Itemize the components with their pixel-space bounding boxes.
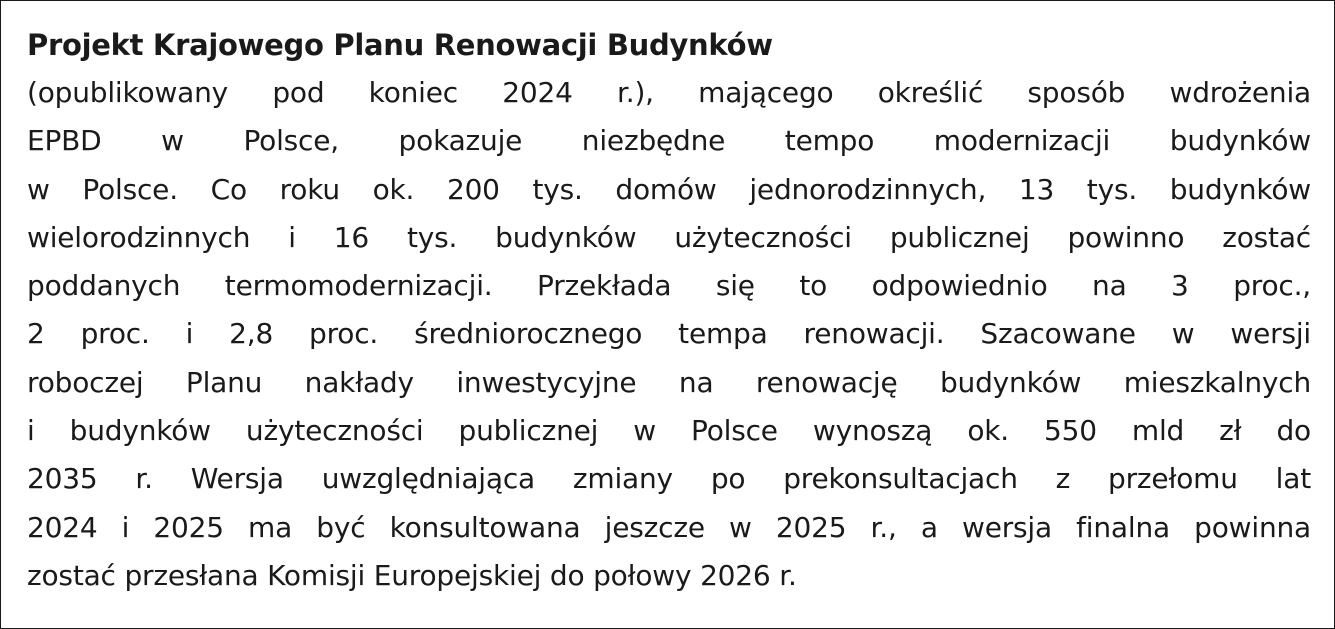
- body-line: roboczej Planu nakłady inwestycyjne na renowację budynków mieszkalnych: [27, 365, 1311, 399]
- document-title: Projekt Krajowego Planu Renowacji Budynków: [27, 28, 773, 62]
- document-body: [27, 69, 1311, 600]
- body-line: i budynków użyteczności publicznej w Polsce wynoszą ok. 550 mld zł do: [27, 414, 1311, 448]
- body-line: wielorodzinnych i 16 tys. budynków użyteczności publicznej powinno zostać: [27, 220, 1311, 254]
- body-line: w Polsce. Co roku ok. 200 tys. domów jednorodzinnych, 13 tys. budynków: [27, 172, 1311, 206]
- body-line: (opublikowany pod koniec 2024 r.), mającego określić sposób wdrożenia: [27, 76, 1311, 109]
- body-line: 2024 i 2025 ma być konsultowana jeszcze w 2025 r., a wersja finalna powinna: [27, 510, 1311, 544]
- body-line: 2 proc. i 2,8 proc. średniorocznego tempa renowacji. Szacowane w wersji: [27, 317, 1311, 351]
- text-box-content: [27, 21, 1311, 600]
- body-line: EPBD w Polsce, pokazuje niezbędne tempo modernizacji budynków: [27, 124, 1311, 158]
- body-line: zostać przesłana Komisji Europejskiej do połowy 2026 r.: [27, 558, 797, 592]
- body-line: 2035 r. Wersja uwzględniająca zmiany po prekonsultacjach z przełomu lat: [27, 462, 1311, 496]
- body-line: poddanych termomodernizacji. Przekłada się to odpowiednio na 3 proc.,: [27, 269, 1311, 303]
